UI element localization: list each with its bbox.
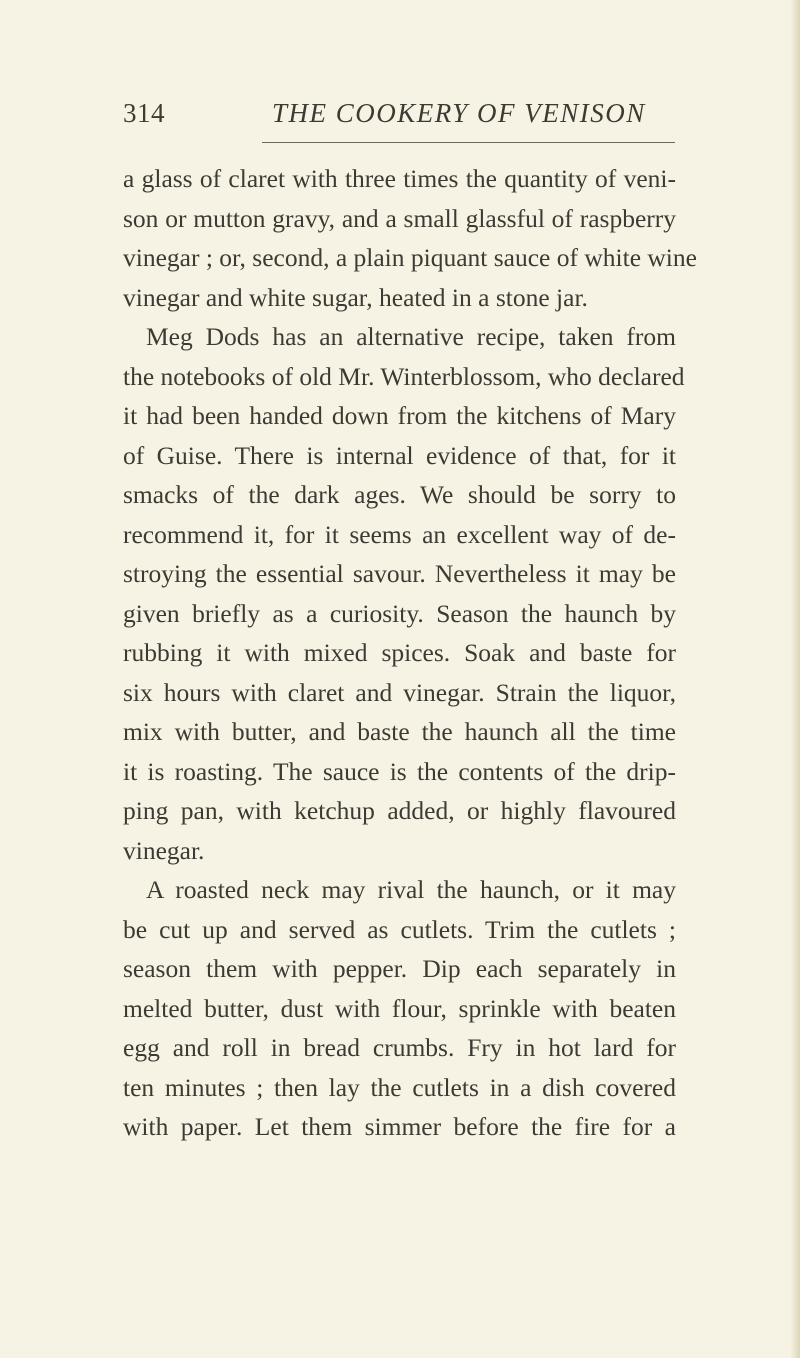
body-text (123, 159, 697, 1147)
text-line: son or mutton gravy, and a small glassful of raspberry (123, 203, 676, 233)
text-line: of Guise. There is internal evidence of that, for it (123, 440, 676, 470)
text-line: melted butter, dust with flour, sprinkle with beaten (123, 993, 676, 1023)
text-line: ping pan, with ketchup added, or highly flavoured (123, 796, 676, 825)
text-line: given briefly as a curiosity. Season the haunch by (123, 598, 676, 628)
text-line: season them with pepper. Dip each separately in (123, 954, 676, 983)
text-line: ten minutes ; then lay the cutlets in a dish covered (123, 1072, 676, 1102)
text-line: the notebooks of old Mr. Winterblossom, who declared (123, 361, 685, 391)
header-rule (262, 142, 675, 143)
text-line: egg and roll in bread crumbs. Fry in hot lard for (123, 1033, 676, 1062)
text-line: recommend it, for it seems an excellent way of de- (123, 519, 676, 549)
text-line: A roasted neck may rival the haunch, or it may (146, 875, 676, 904)
text-line: vinegar ; or, second, a plain piquant sauce of white wine (123, 243, 697, 272)
text-line: it had been handed down from the kitchens of Mary (123, 401, 676, 430)
text-line: it is roasting. The sauce is the contents of the drip- (123, 756, 676, 786)
text-line: rubbing it with mixed spices. Soak and baste for (123, 638, 676, 667)
text-line: with paper. Let them simmer before the fire for a (123, 1112, 676, 1141)
text-line: mix with butter, and baste the haunch all the time (123, 717, 676, 746)
text-line: smacks of the dark ages. We should be sorry to (123, 480, 676, 509)
text-line: vinegar. (123, 835, 205, 865)
text-line: a glass of claret with three times the quantity of veni- (123, 164, 676, 193)
page-edge-shadow (790, 0, 800, 1358)
text-line: be cut up and served as cutlets. Trim the cutlets ; (123, 914, 676, 944)
running-head: THE COOKERY OF VENISON (272, 98, 646, 128)
text-line: stroying the essential savour. Nevertheless it may be (123, 559, 676, 588)
text-line: vinegar and white sugar, heated in a stone jar. (123, 282, 588, 312)
text-line: six hours with claret and vinegar. Strain the liquor, (123, 677, 676, 707)
text-line: Meg Dods has an alternative recipe, taken from (146, 322, 676, 351)
page-number: 314 (123, 98, 165, 128)
